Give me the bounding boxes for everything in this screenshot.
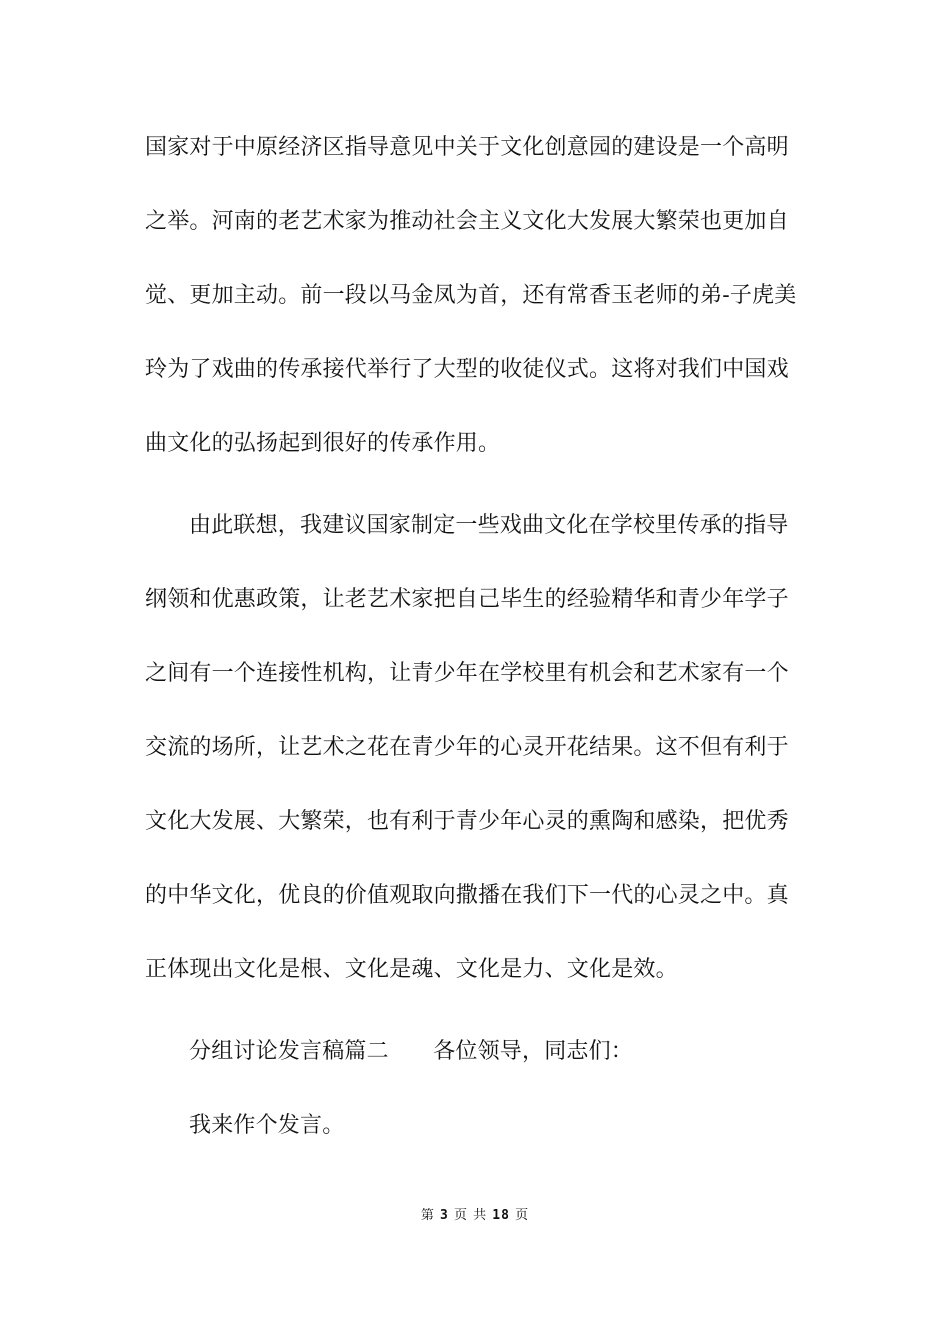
- footer-middle: 页 共: [448, 1208, 493, 1223]
- section-heading-line: 分组讨论发言稿篇二 各位领导，同志们：: [189, 1039, 634, 1064]
- text-line: 正体现出文化是根、文化是魂、文化是力、文化是效。: [145, 957, 678, 982]
- text-line: 玲为了戏曲的传承接代举行了大型的收徒仪式。这将对我们中国戏: [145, 357, 789, 382]
- paragraph-start-line: 我来作个发言。: [189, 1113, 345, 1138]
- text-line: 曲文化的弘扬起到很好的传承作用。: [145, 431, 501, 456]
- footer-suffix: 页: [509, 1208, 530, 1223]
- text-line: 的中华文化，优良的价值观取向撒播在我们下一代的心灵之中。真: [145, 883, 789, 908]
- text-line: 纲领和优惠政策，让老艺术家把自己毕生的经验精华和青少年学子: [145, 587, 789, 612]
- footer-prefix: 第: [420, 1208, 441, 1223]
- text-line: 之举。河南的老艺术家为推动社会主义文化大发展大繁荣也更加自: [145, 209, 789, 234]
- text-line: 觉、更加主动。前一段以马金凤为首，还有常香玉老师的弟-子虎美: [145, 283, 797, 308]
- current-page-number: 3: [440, 1208, 449, 1223]
- text-line: 之间有一个连接性机构，让青少年在学校里有机会和艺术家有一个: [145, 661, 789, 686]
- paragraph-start-line: 由此联想，我建议国家制定一些戏曲文化在学校里传承的指导: [189, 513, 789, 538]
- text-line: 国家对于中原经济区指导意见中关于文化创意园的建设是一个高明: [145, 135, 789, 160]
- text-line: 交流的场所，让艺术之花在青少年的心灵开花结果。这不但有利于: [145, 735, 789, 760]
- total-page-number: 18: [492, 1208, 510, 1223]
- text-line: 文化大发展、大繁荣，也有利于青少年心灵的熏陶和感染，把优秀: [145, 809, 789, 834]
- page-footer: [0, 1206, 950, 1226]
